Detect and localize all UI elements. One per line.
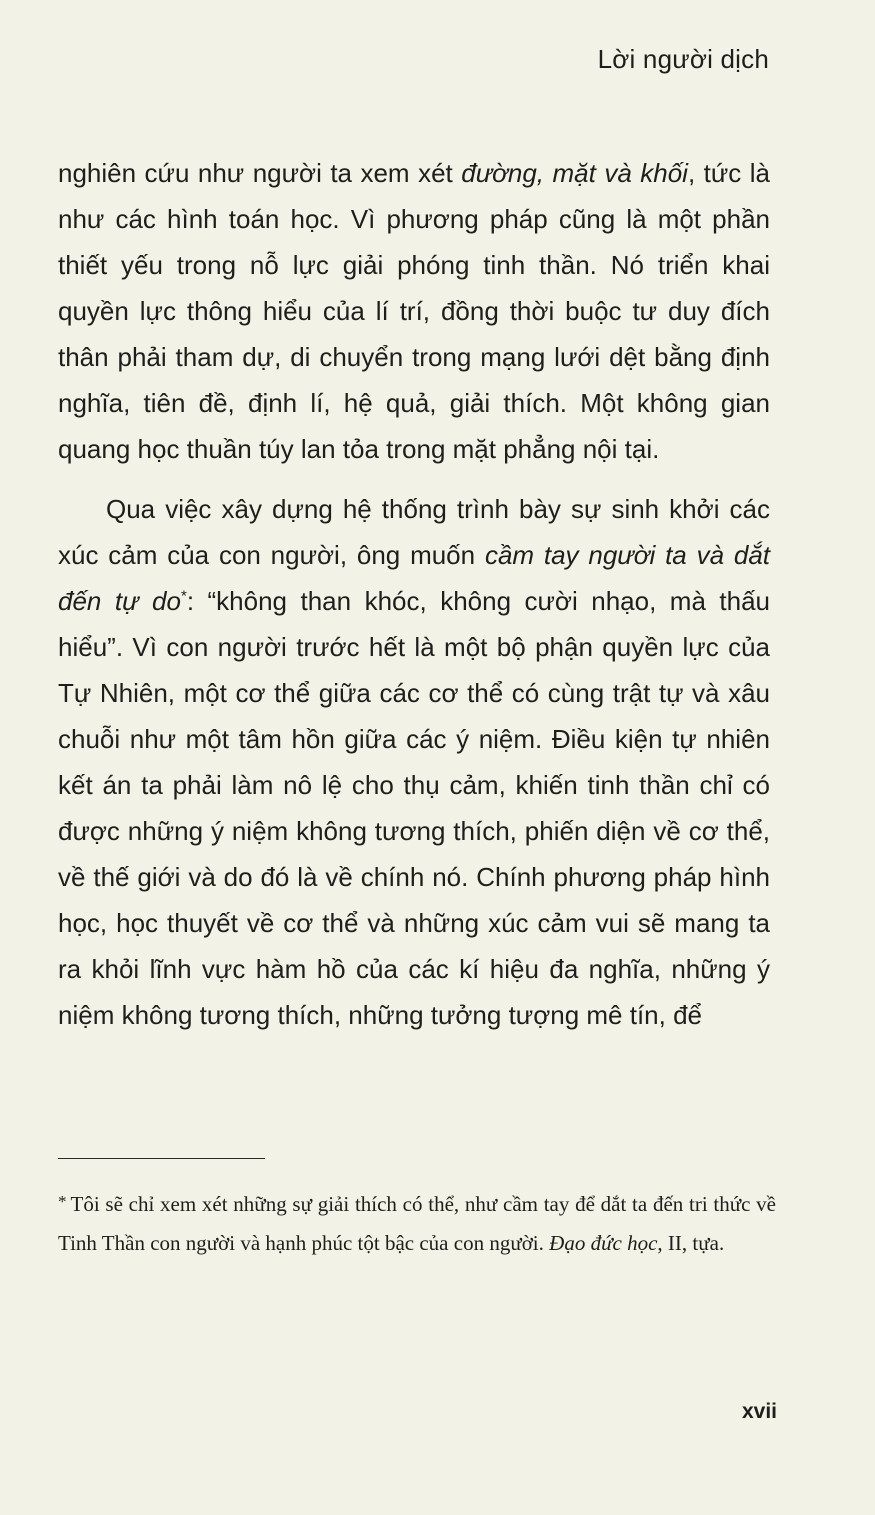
footnote-divider (58, 1158, 265, 1159)
main-text (58, 150, 770, 1038)
paragraph-1-italic: đường, mặt và khối (461, 158, 688, 188)
paragraph-1-text: nghiên cứu như người ta xem xét (58, 158, 462, 188)
running-head-title: Lời người dịch (597, 44, 769, 74)
footnote-rest: , II, tựa. (657, 1231, 725, 1255)
paragraph-2-rest: : “không than khóc, không cười nhạo, mà thấu hiểu”. Vì con người trước hết là một bộ phận quyền lực của Tự Nhiên, một cơ thể giữa các cơ thể có cùng trật tự và xâu chuỗi như một tâm hồn giữa các ý niệm. Điều kiện tự nhiên kết án ta phải làm nô lệ cho thụ cảm, khiến tinh thần chỉ có được những ý niệm không tương thích, phiến diện về cơ thể, về thế giới và do đó là về chính nó. Chính phương pháp hình học, học thuyết về cơ thể và những xúc cảm vui sẽ mang ta ra khỏi lĩnh vực hàm hồ của các kí hiệu đa nghĩa, những ý niệm không tương thích, những tưởng tượng mê tín, để (58, 586, 770, 1030)
paragraph-1-rest: , tức là như các hình toán học. Vì phương pháp cũng là một phần thiết yếu trong nỗ lực giải phóng tinh thần. Nó triển khai quyền lực thông hiểu của lí trí, đồng thời buộc tư duy đích thân phải tham dự, di chuyển trong mạng lưới dệt bằng định nghĩa, tiên đề, định lí, hệ quả, giải thích. Một không gian quang học thuần túy lan tỏa trong mặt phẳng nội tại. (58, 158, 771, 464)
footnote-italic: Đạo đức học (549, 1231, 658, 1255)
paragraph-1 (58, 150, 770, 472)
footnote (58, 1182, 776, 1263)
paragraph-2-text: Qua việc xây dựng hệ thống trình bày sự sinh khởi các xúc cảm của con người, ông muốn (58, 494, 770, 570)
paragraph-2 (58, 486, 770, 1038)
page-number: xvii (741, 1400, 777, 1423)
footnote-marker: * (58, 1192, 67, 1211)
footnote-text: Tôi sẽ chỉ xem xét những sự giải thích có thể, như cầm tay để dắt ta đến tri thức về Tinh Thần con người và hạnh phúc tột bậc của con người. (58, 1192, 776, 1255)
paragraph-2-italic: cầm tay người ta và dắt đến tự do (58, 540, 770, 616)
footnote-reference-marker: * (180, 587, 187, 605)
